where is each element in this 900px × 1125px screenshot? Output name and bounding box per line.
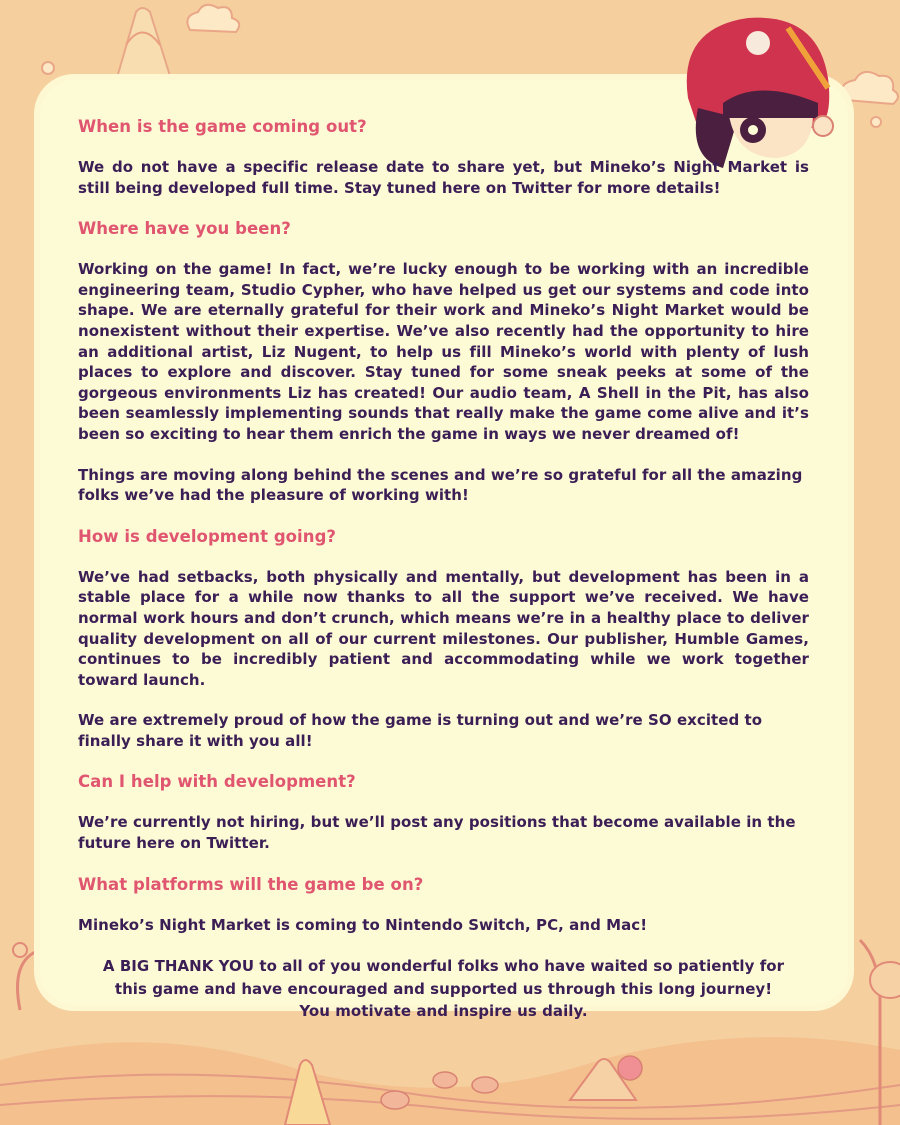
faq-question: What platforms will the game be on? (78, 874, 424, 894)
faq-answer: Working on the game! In fact, we’re lucky enough to be working with an incredible engineering team, Studio Cypher, who have helped us get our systems and code into shape. We are eternally grateful for their work and Mineko’s Night Market would be nonexistent without their expertise. We’ve also recently had the opportunity to hire an additional artist, Liz Nugent, to help us fill Mineko’s world with plenty of lush places to explore and discover. Stay tuned for some sneak peeks at some of the gorgeous environments Liz has created! Our audio team, A Shell in the Pit, has also been seamlessly implementing sounds that really make the game come alive and it’s been so exciting to hear them enrich the game in ways we never dreamed of! (78, 260, 809, 443)
faq-answer: Mineko’s Night Market is coming to Nintendo Switch, PC, and Mac! (78, 915, 648, 934)
faq-answer: We’re currently not hiring, but we’ll post any positions that become available in the future here on Twitter. (78, 813, 796, 853)
faq-section-where (78, 218, 809, 506)
thank-you-line: A BIG THANK YOU to all of you wonderful folks who have waited so patiently for this game and have encouraged and supported us through this long journey! (102, 957, 785, 998)
faq-answer: We are extremely proud of how the game is turning out and we’re SO excited to finally share it with you all! (78, 711, 763, 750)
cloud-top-right (842, 72, 898, 104)
faq-content (78, 116, 809, 1023)
faq-answer: We do not have a specific release date to share yet, but Mineko’s Night Market is still being developed full time. Stay tuned here on Twitter for more details! (78, 158, 809, 197)
thank-you-line-closing: You motivate and inspire us daily. (299, 1002, 588, 1021)
faq-section-platforms (78, 874, 809, 936)
faq-section-help (78, 771, 809, 853)
faq-question: Can I help with development? (78, 772, 356, 792)
faq-question: How is development going? (78, 526, 337, 546)
thank-you-message (78, 955, 809, 1023)
faq-section-release (78, 116, 809, 198)
faq-question: Where have you been? (78, 219, 291, 239)
cloud-top-left (187, 5, 239, 32)
faq-section-development (78, 526, 809, 752)
faq-answer: We’ve had setbacks, both physically and mentally, but development has been in a stable place for a while now thanks to all the support we’ve received. We have normal work hours and don’t crunch, which means we’re in a healthy place to deliver quality development on all of our current milestones. Our publisher, Humble Games, continues to be incredibly patient and accommodating while we work together toward launch. (78, 567, 809, 689)
faq-answer: Things are moving along behind the scenes and we’re so grateful for all the amazing folks we’ve had the pleasure of working with! (78, 465, 803, 505)
faq-question: When is the game coming out? (78, 117, 367, 136)
